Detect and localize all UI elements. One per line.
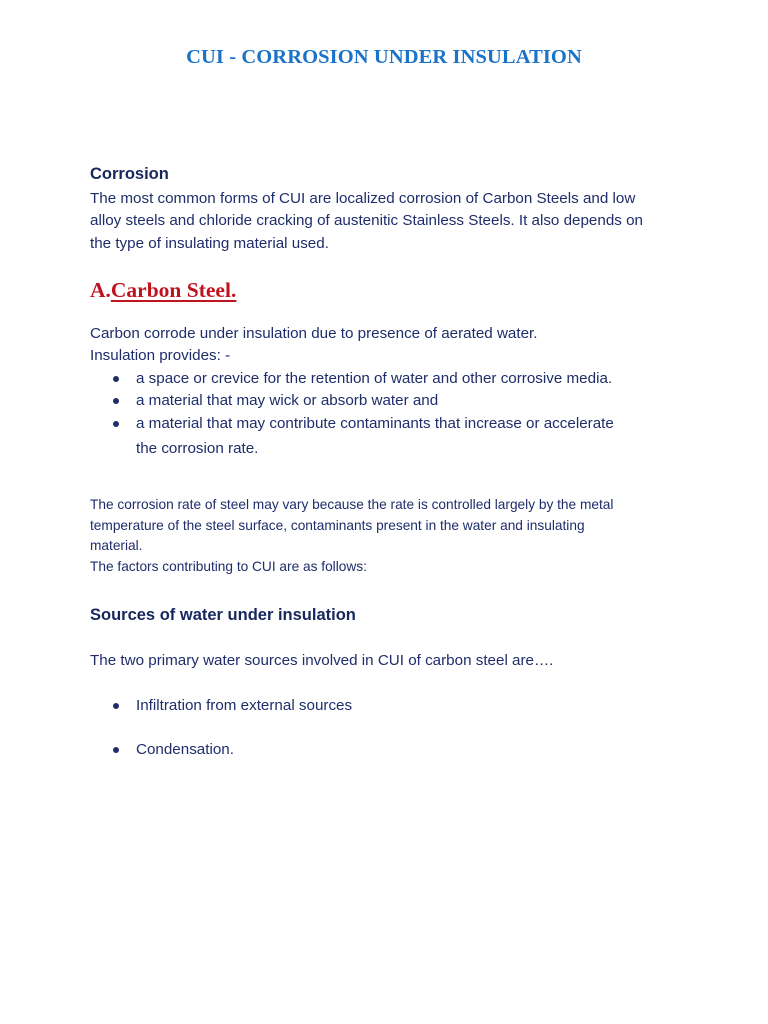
corrosion-rate-line: material. (90, 538, 143, 554)
water-sources-list (90, 695, 690, 784)
carbon-steel-heading-prefix: A. (90, 278, 111, 302)
list-item: a material that may wick or absorb water and (90, 390, 690, 412)
sources-heading: Sources of water under insulation (90, 606, 356, 624)
sources-intro: The two primary water sources involved in CUI of carbon steel are…. (90, 652, 554, 669)
bullet-icon (113, 703, 119, 709)
list-item: a space or crevice for the retention of water and other corrosive media. (90, 368, 690, 390)
carbon-steel-paragraph (90, 323, 690, 368)
carbon-steel-line: Carbon corrode under insulation due to presence of aerated water. (90, 325, 538, 342)
corrosion-rate-line: temperature of the steel surface, contaminants present in the water and insulating (90, 517, 585, 533)
bullet-icon (113, 376, 119, 382)
list-item: a material that may contribute contaminants that increase or accelerate (90, 413, 690, 435)
corrosion-rate-paragraph (90, 495, 680, 577)
list-item: Condensation. (90, 739, 690, 761)
corrosion-line: The most common forms of CUI are localized corrosion of Carbon Steels and low (90, 190, 636, 207)
list-item: Infiltration from external sources (90, 695, 690, 717)
bullet-icon (113, 421, 119, 427)
carbon-steel-heading-text: Carbon Steel. (110, 278, 237, 302)
bullet-icon (113, 398, 119, 404)
bullet-icon (113, 747, 119, 753)
carbon-steel-line: Insulation provides: - (90, 347, 231, 365)
corrosion-heading: Corrosion (90, 165, 169, 183)
corrosion-rate-line: The corrosion rate of steel may vary because the rate is controlled largely by the metal (90, 497, 614, 512)
document-title: CUI - CORROSION UNDER INSULATION (186, 46, 582, 68)
corrosion-line: alloy steels and chloride cracking of austenitic Stainless Steels. It also depends on (90, 212, 643, 230)
carbon-steel-heading (90, 278, 690, 303)
insulation-provides-list (90, 368, 690, 462)
corrosion-line: the type of insulating material used. (90, 234, 329, 252)
corrosion-rate-line: The factors contributing to CUI are as follows: (90, 558, 367, 574)
corrosion-paragraph (90, 188, 690, 255)
list-item-continuation: the corrosion rate. (136, 440, 259, 458)
